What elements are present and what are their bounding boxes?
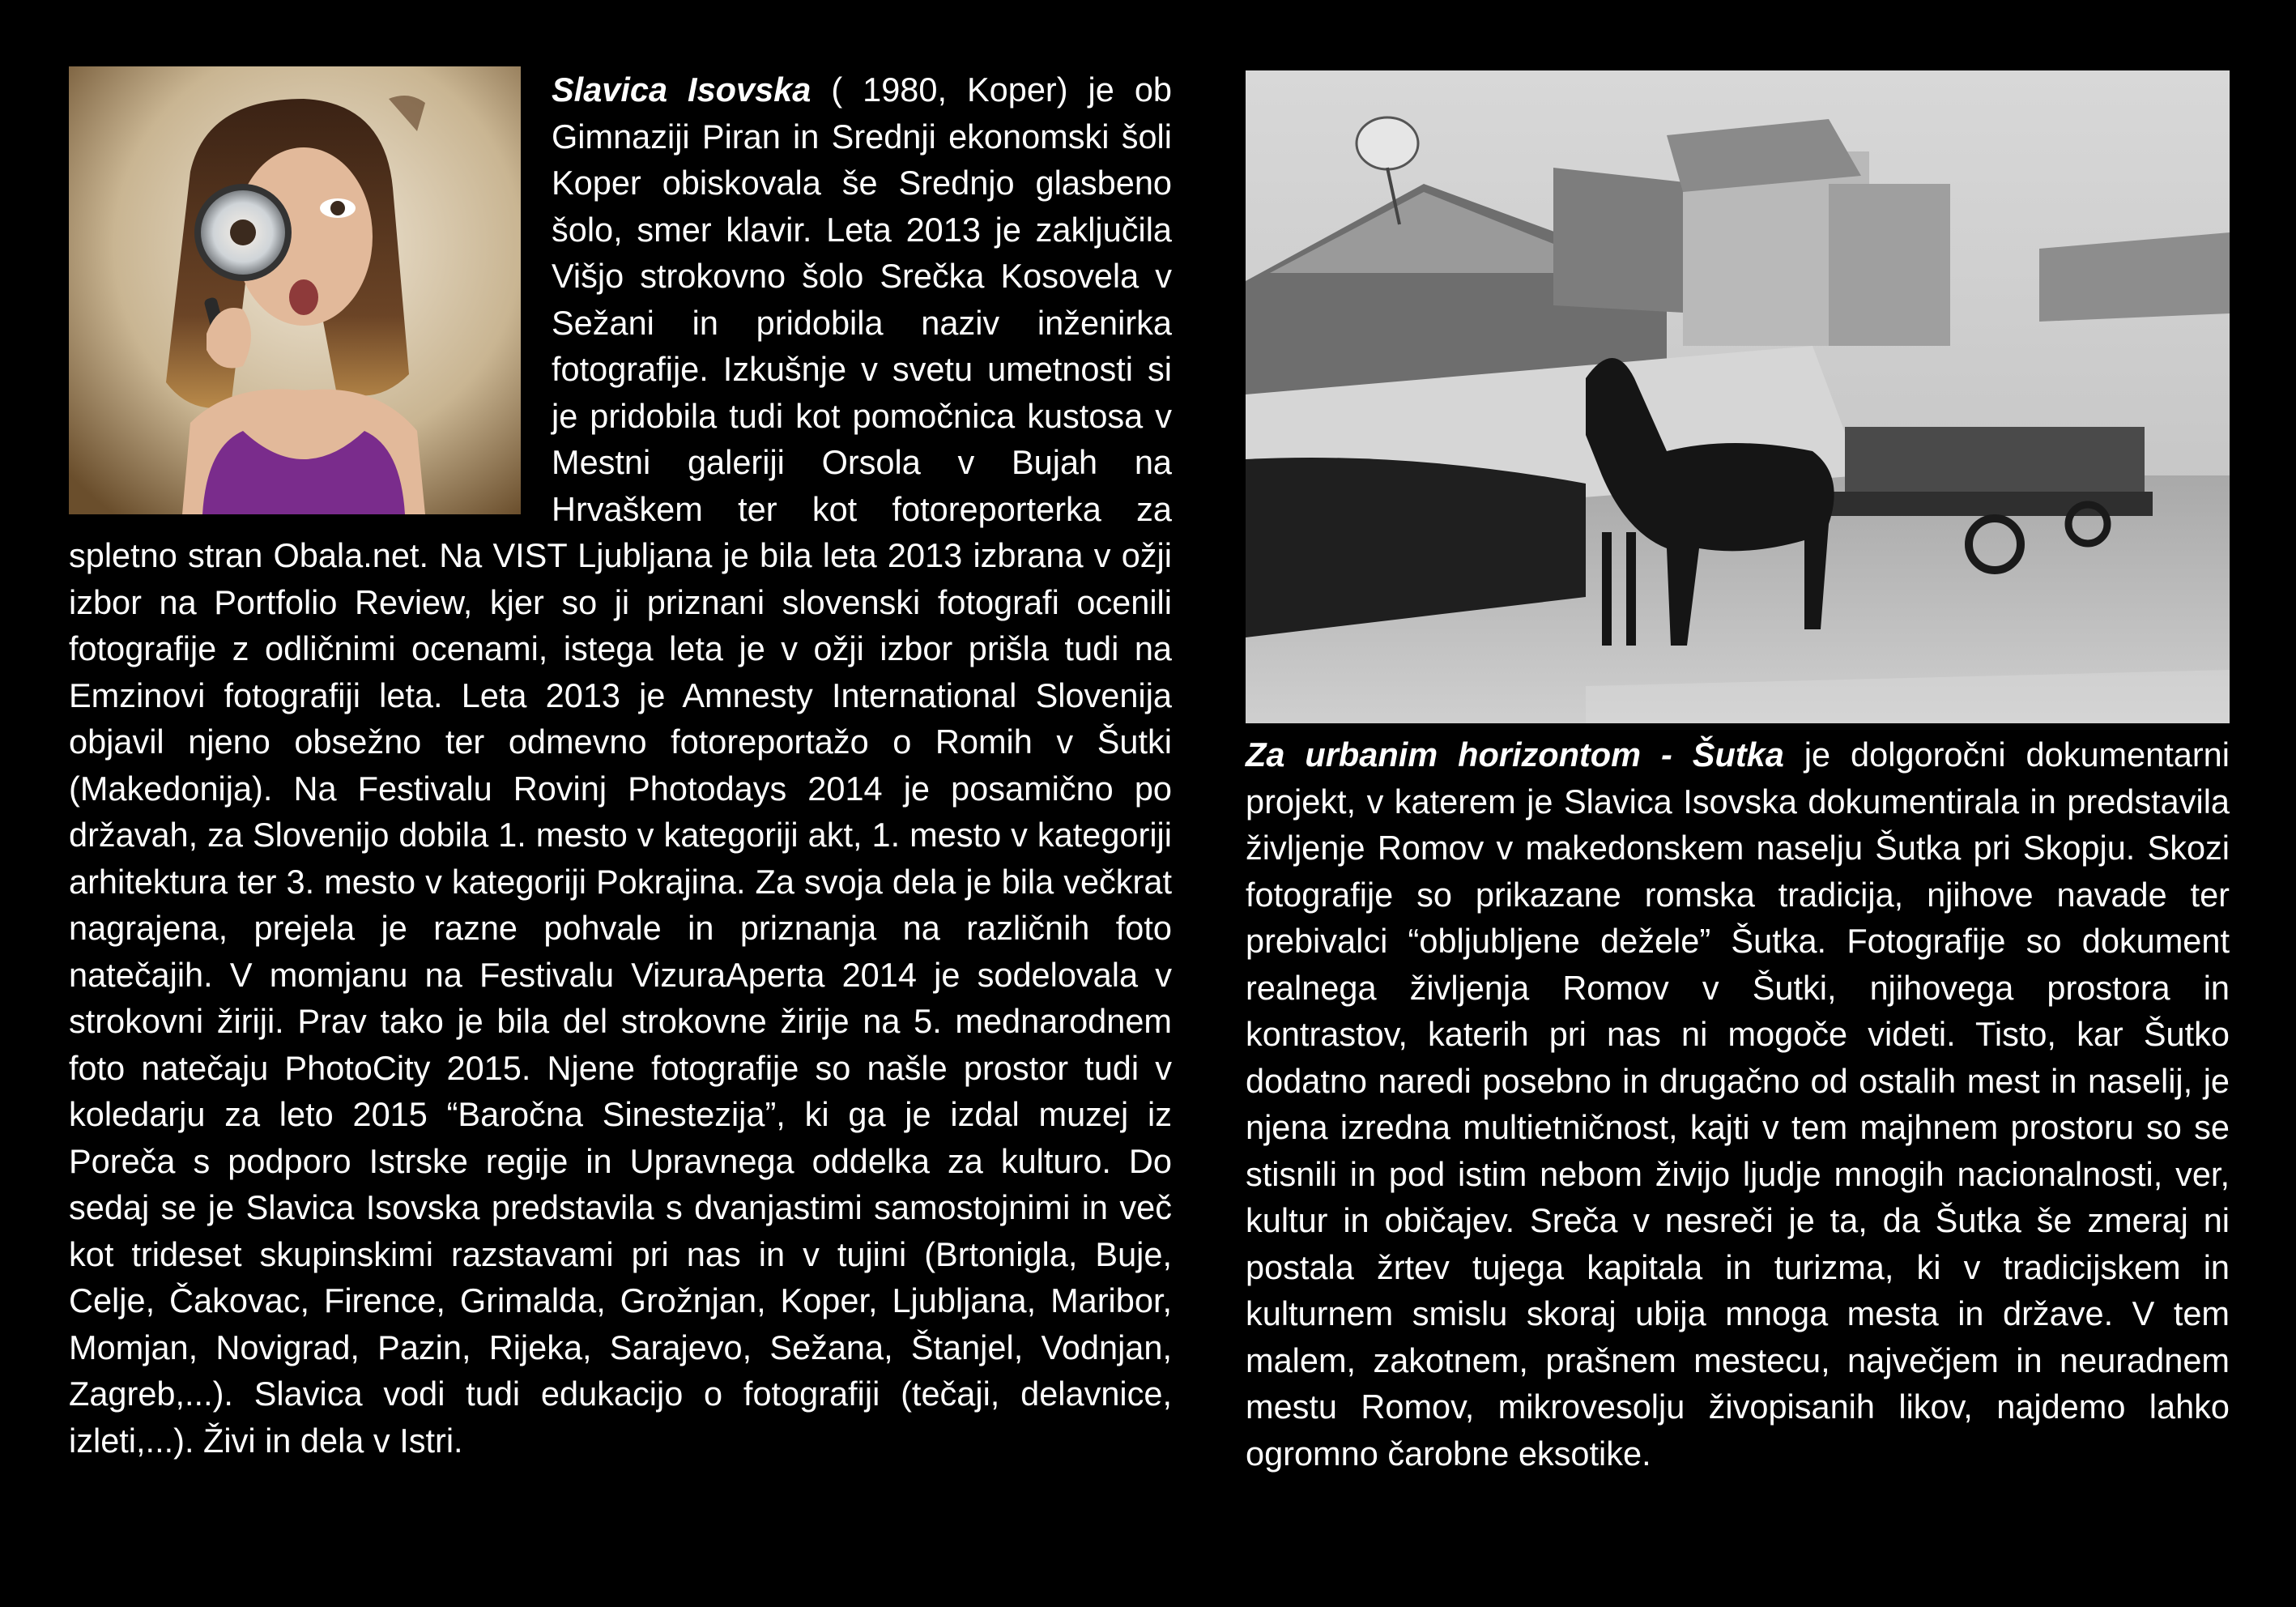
suttka-horse-cart-photo bbox=[1246, 70, 2230, 723]
project-text: je dolgoročni dokumentarni projekt, v katerem je Slavica Isovska dokumentirala in predstavila življenje Romov v makedonskem naselju Šutka pri Skopju. Skozi fotografije so prikazane romska tradicija, njihove navade ter prebivalci “obljubljene dežele” Šutka. Fotografije so dokument realnega življenja Romov v Šutki, njihovega prostora in kontrastov, katerih pri nas ni mogoče videti. Tisto, kar Šutko dodatno naredi posebno in drugačno od ostalih mest in naselij, je njena izredna multietničnost, kajti v tem majhnem prostoru so se stisnili in pod istim nebom živijo ljudje mnogih nacionalnosti, ver, kultur in običajev. Sreča v nesreči je ta, da Šutka še zmeraj ni postala žrtev tujega kapitala in turizma, ki v tradicijskem in kulturnem smislu skoraj ubija mnoga mesta in države. V tem malem, zakotnem, prašnem mestecu, največjem in neuradnem mestu Romov, mikrovesolju živopisanih likov, najdemo lahko ogromno čarobne eksotike. bbox=[1246, 735, 2230, 1473]
bio-text: ( 1980, Koper) je ob Gimnaziji Piran in Srednji ekonomski šoli Koper obiskovala še Srednjo glasbeno šolo, smer klavir. Leta 2013 je zaključila Višjo strokovno šolo Srečka Kosovela v Sežani in pridobila naziv inženirka fotografije. Izkušnje v svetu umetnosti si je pridobila tudi kot pomočnica kustosa v Mestni galeriji Orsola v Bujah na Hrvaškem ter kot fotoreporterka za spletno stran Obala.net. Na VIST Ljubljana je bila leta 2013 izbrana v ožji izbor na Portfolio Review, kjer so ji priznani slovenski fotografi ocenili fotografije z odličnimi ocenami, istega leta je v ožji izbor prišla tudi na Emzinovi fotografiji leta. Leta 2013 je Amnesty International Slovenija objavil njeno obsežno ter odmevno fotoreportažo o Romih v Šutki (Makedonija). Na Festivalu Rovinj Photodays 2014 je posamično po državah, za Slovenijo dobila 1. mesto v kategoriji akt, 1. mesto v kategoriji arhitektura ter 3. mesto v kategoriji Pokrajina. Za svoja dela je bila večkrat nagrajena, prejela je razne pohvale in priznanja na različnih foto natečajih. V momjanu na Festivalu VizuraAperta 2014 je sodelovala v strokovni žiriji. Prav tako je bila del strokovne žirije na 5. mednarodnem foto natečaju PhotoCity 2015. Njene fotografije so našle prostor tudi v koledarju za leto 2015 “Baročna Sinestezija”, ki ga je izdal muzej iz Poreča s podporo Istrske regije in Upravnega oddelka za kulturo. Do sedaj se je Slavica Isovska predstavila s dvanjastimi samostojnimi in več kot trideset skupinskimi razstavami pri nas in v tujini (Brtonigla, Buje, Celje, Čakovac, Firence, Grimalda, Grožnjan, Koper, Ljubljana, Maribor, Momjan, Novigrad, Pazin, Rijeka, Sarajevo, Sežana, Štanjel, Vodnjan, Zagreb,...). Slavica vodi tudi edukacijo o fotografiji (tečaji, delavnice, izleti,...). Živi in dela v Istri. bbox=[69, 70, 1173, 1460]
project-title: Za urbanim horizontom - Šutka bbox=[1246, 735, 1784, 774]
portrait-photo bbox=[69, 66, 521, 514]
project-column bbox=[1246, 70, 2230, 1477]
author-name: Slavica Isovska bbox=[552, 70, 811, 109]
bio-column bbox=[69, 66, 1172, 1464]
